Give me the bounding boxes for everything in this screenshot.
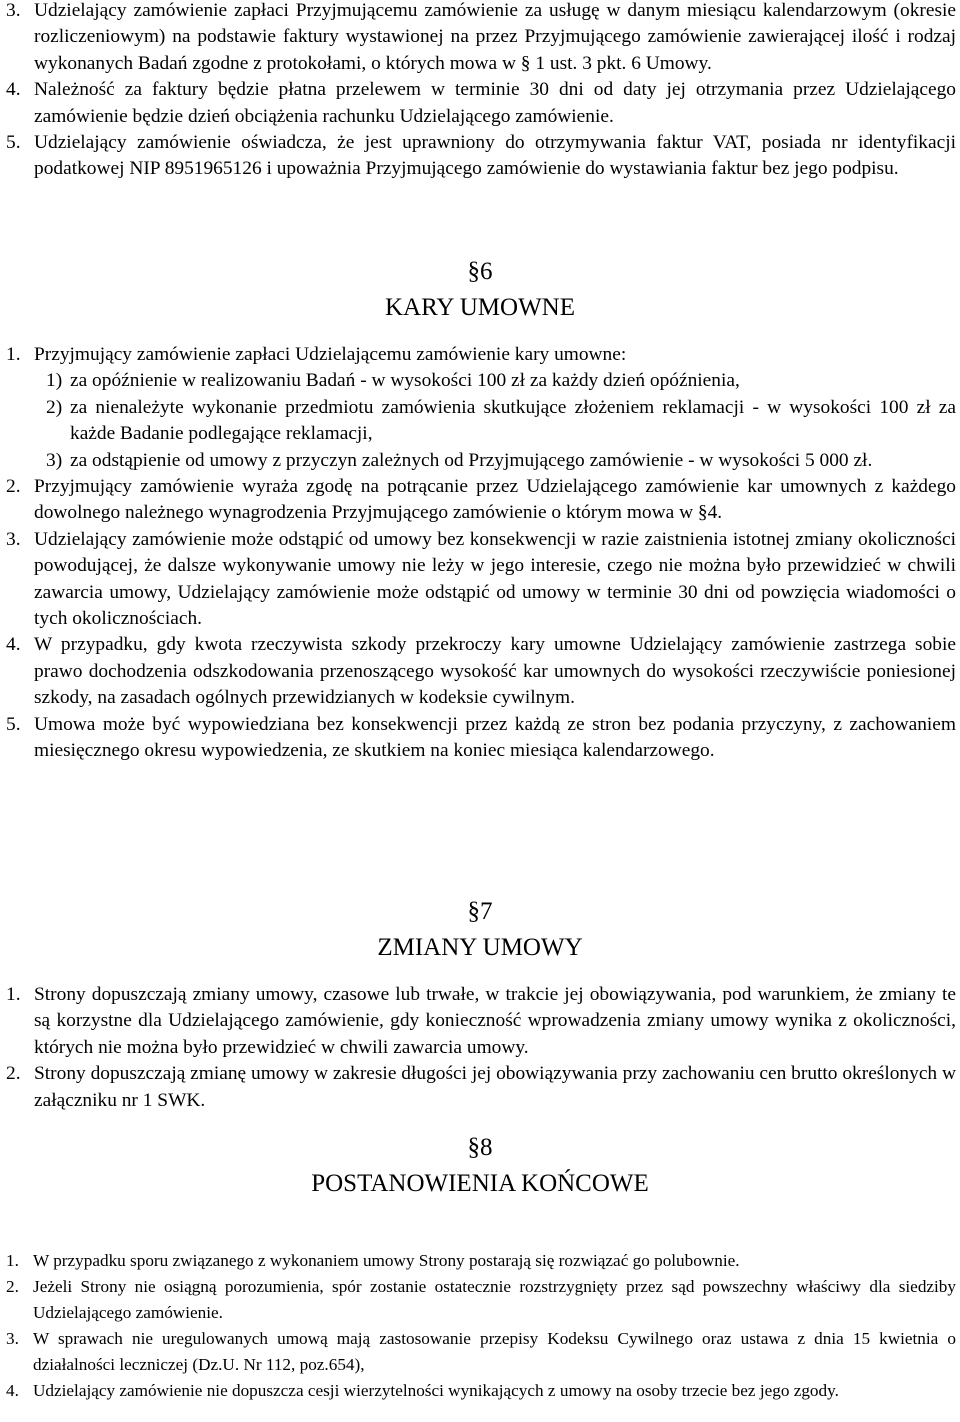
list-item bbox=[6, 1326, 956, 1378]
section-6-body bbox=[6, 342, 956, 765]
item-text: Udzielający zamówienie zapłaci Przyjmującemu zamówienie za usługę w danym miesiącu kalendarzowym (okresie rozliczeniowym) na podstawie faktury wystawionej na przez Przyjmującego zamówienie zawierającej ilość i rodzaj wykonanych Badań zgodne z protokołami, o których mowa w § 1 ust. 3 pkt. 6 Umowy. bbox=[34, 0, 956, 74]
item-text: W sprawach nie uregulowanych umową mają zastosowanie przepisy Kodeksu Cywilnego oraz ustawa z dnia 15 kwietnia o działalności leczniczej (Dz.U. Nr 112, poz.654), bbox=[33, 1329, 956, 1374]
sub-list-item bbox=[6, 368, 956, 394]
section-6-heading bbox=[0, 254, 960, 326]
item-number: 3. bbox=[6, 1329, 19, 1348]
section-title: KARY UMOWNE bbox=[384, 294, 576, 321]
item-number: 3. bbox=[6, 528, 21, 550]
section-number: §6 bbox=[467, 258, 493, 285]
item-number: 4. bbox=[6, 79, 21, 101]
section-title: POSTANOWIENIA KOŃCOWE bbox=[311, 1170, 649, 1197]
item-number: 5. bbox=[6, 713, 21, 735]
item-number: 1. bbox=[6, 984, 21, 1005]
sub-item-number: 1) bbox=[46, 370, 63, 392]
item-number: 4. bbox=[6, 1381, 19, 1400]
item-text: Należność za faktury będzie płatna przelewem w terminie 30 dni od daty jej otrzymania przez Udzielającego zamówienie będzie dzień obciążenia rachunku Udzielającego zamówienie. bbox=[34, 79, 956, 127]
item-number: 2. bbox=[6, 476, 21, 498]
item-number: 5. bbox=[6, 132, 21, 154]
item-text: Jeżeli Strony nie osiągną porozumienia, spór zostanie ostatecznie rozstrzygnięty przez sąd powszechny właściwy dla siedziby Udzielającego zamówienie. bbox=[33, 1277, 956, 1322]
item-text: Przyjmujący zamówienie wyraża zgodę na potrącanie przez Udzielającego zamówienie kar umownych z każdego dowolnego należnego wynagrodzenia Przyjmującego zamówienie o którym mowa w §4. bbox=[34, 476, 956, 524]
list-item bbox=[6, 712, 956, 765]
item-text: Udzielający zamówienie nie dopuszcza cesji wierzytelności wynikających z umowy na osoby trzecie bez jego zgody. bbox=[33, 1381, 839, 1400]
sub-item-text: za nienależyte wykonanie przedmiotu zamówienia skutkujące złożeniem reklamacji - w wysokości 100 zł za każde Badanie podlegające reklamacji, bbox=[70, 396, 956, 445]
item-text: Strony dopuszczają zmiany umowy, czasowe lub trwałe, w trakcie jej obowiązywania, pod warunkiem, że zmiany te są korzystne dla Udzielającego zamówienie, gdy konieczność wprowadzenia zmiany umowy wynika z okoliczności, których nie można było przewidzieć w chwili zawarcia umowy. bbox=[34, 984, 956, 1058]
list-item bbox=[6, 474, 956, 527]
list-item bbox=[6, 1061, 956, 1114]
item-text: Umowa może być wypowiedziana bez konsekwencji przez każdą ze stron bez podania przyczyny, z zachowaniem miesięcznego okresu wypowiedzenia, ze skutkiem na koniec miesiąca kalendarzowego. bbox=[34, 713, 956, 762]
sub-item-text: za opóźnienie w realizowaniu Badań - w wysokości 100 zł za każdy dzień opóźnienia, bbox=[70, 370, 740, 392]
item-text: Strony dopuszczają zmianę umowy w zakresie długości jej obowiązywania przy zachowaniu cen brutto określonych w załączniku nr 1 SWK. bbox=[34, 1063, 956, 1111]
sub-list-item bbox=[6, 395, 956, 448]
section-number: §7 bbox=[467, 898, 493, 925]
payment-section bbox=[6, 0, 956, 183]
section-7-heading bbox=[0, 894, 960, 966]
section-8-body bbox=[6, 1248, 956, 1404]
list-item bbox=[6, 632, 956, 711]
item-text: Przyjmujący zamówienie zapłaci Udzielającemu zamówienie kary umowne: bbox=[34, 344, 627, 365]
sub-item-number: 3) bbox=[46, 449, 63, 471]
section-number: §8 bbox=[467, 1134, 493, 1161]
item-number: 4. bbox=[6, 634, 21, 656]
item-number: 1. bbox=[6, 1251, 19, 1270]
list-item bbox=[6, 77, 956, 130]
item-text: W przypadku, gdy kwota rzeczywista szkody przekroczy kary umowne Udzielający zamówienie zastrzega sobie prawo dochodzenia odszkodowania przenoszącego wysokość kar umownych do wysokości rzeczywiście poniesionej szkody, na zasadach ogólnych przewidzianych w kodeksie cywilnym. bbox=[34, 634, 956, 709]
list-item bbox=[6, 527, 956, 633]
list-item bbox=[6, 982, 956, 1061]
sub-list-item bbox=[6, 448, 956, 474]
section-title: ZMIANY UMOWY bbox=[377, 934, 583, 961]
item-number: 2. bbox=[6, 1277, 19, 1296]
item-text: Udzielający zamówienie może odstąpić od umowy bez konsekwencji w razie zaistnienia istotnej zmiany okoliczności powodującej, że dalsze wykonywanie umowy nie leży w jego interesie, czego nie można było przewidzieć w chwili zawarcia umowy, Udzielający zamówienie może odstąpić od umowy w terminie 30 dni od powzięcia wiadomości o tych okolicznościach. bbox=[34, 528, 956, 630]
list-item bbox=[6, 1248, 956, 1274]
item-number: 3. bbox=[6, 0, 21, 21]
item-text: W przypadku sporu związanego z wykonaniem umowy Strony postarają się rozwiązać go polubownie. bbox=[33, 1251, 740, 1270]
item-number: 1. bbox=[6, 344, 21, 365]
item-number: 2. bbox=[6, 1063, 21, 1085]
list-item bbox=[6, 342, 956, 368]
section-8-heading bbox=[0, 1130, 960, 1202]
list-item bbox=[6, 1274, 956, 1326]
list-item bbox=[6, 130, 956, 183]
list-item bbox=[6, 0, 956, 77]
sub-item-number: 2) bbox=[46, 396, 63, 418]
list-item bbox=[6, 1378, 956, 1404]
item-text: Udzielający zamówienie oświadcza, że jest uprawniony do otrzymywania faktur VAT, posiada nr identyfikacji podatkowej NIP 8951965126 i upoważnia Przyjmującego zamówienie do wystawiania faktur bez jego podpisu. bbox=[34, 132, 956, 180]
section-7-body bbox=[6, 982, 956, 1114]
sub-item-text: za odstąpienie od umowy z przyczyn zależnych od Przyjmującego zamówienie - w wysokości 5 000 zł. bbox=[70, 449, 873, 471]
